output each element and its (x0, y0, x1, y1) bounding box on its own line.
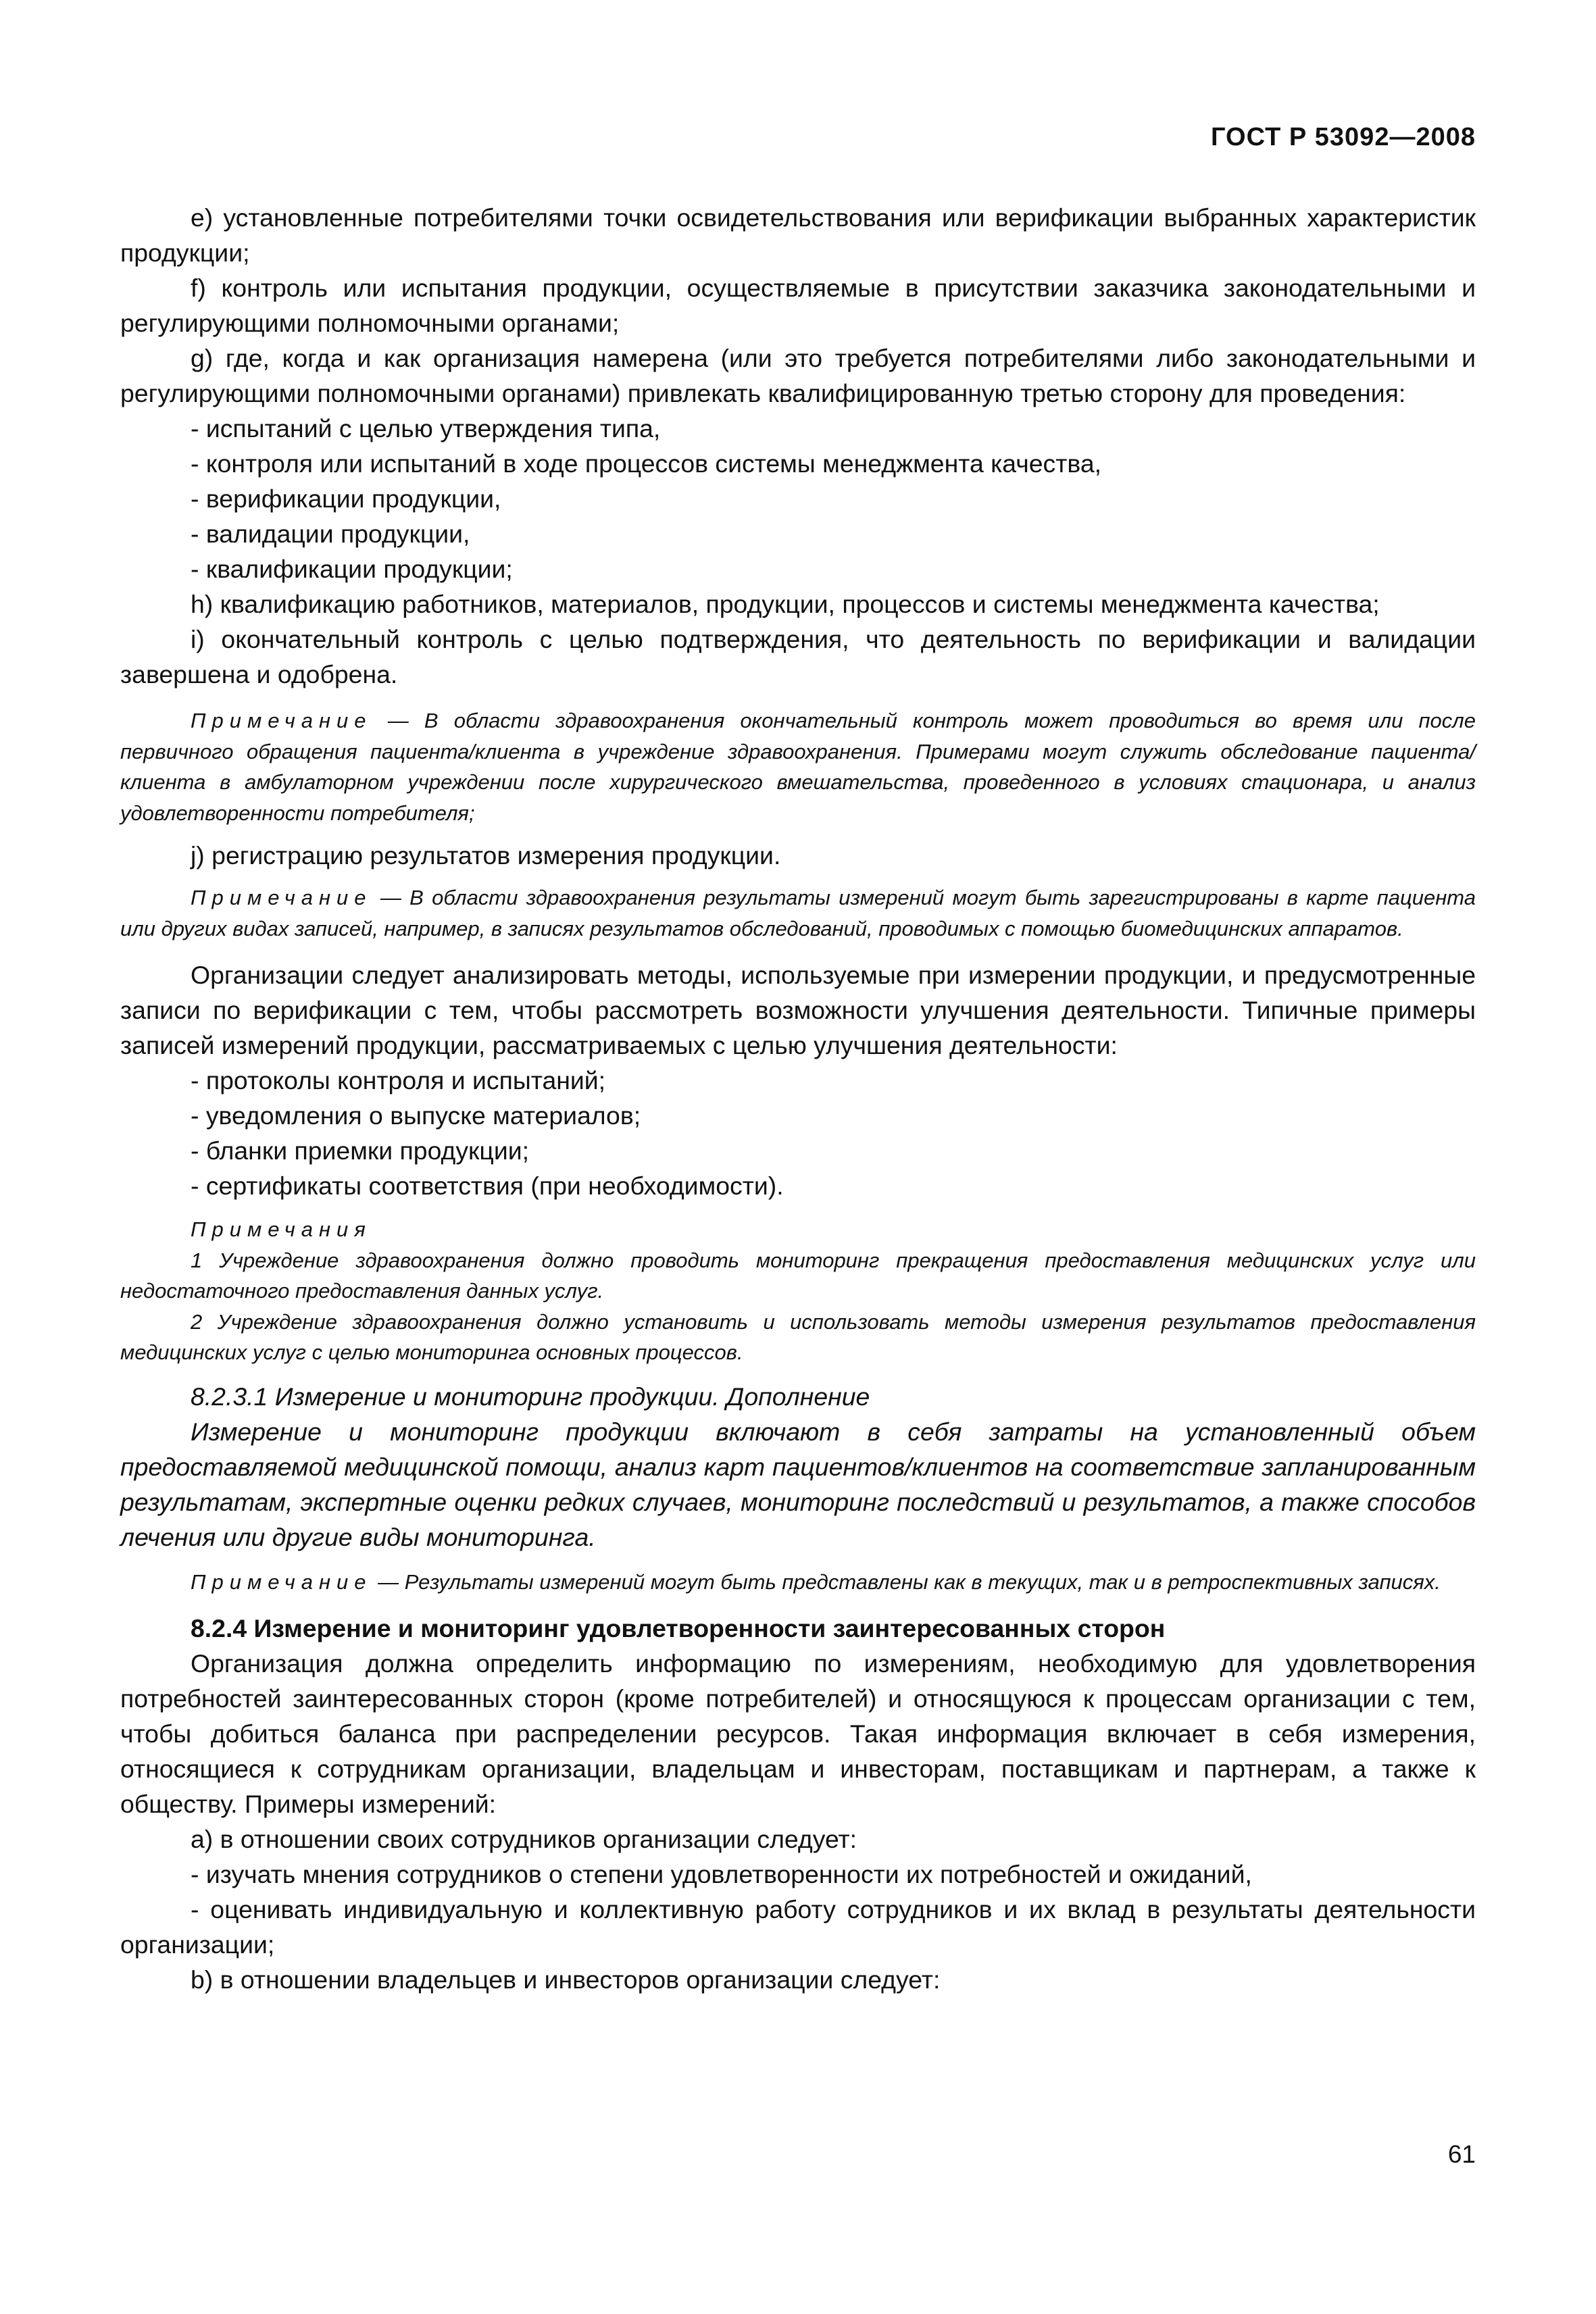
item-a: а) в отношении своих сотрудников организации следует: (191, 1825, 857, 1853)
list-item: - контроля или испытаний в ходе процессов системы менеджмента качества, (191, 449, 1101, 478)
note-plural-1: 1 Учреждение здравоохранения должно проводить мониторинг прекращения предоставления медицинских услуг или недостаточного предоставления данных услуг. (120, 1248, 1476, 1303)
item-j: j) регистрацию результатов измерения продукции. (191, 841, 781, 870)
note-3 (120, 1567, 1476, 1598)
note-label: Примечание (191, 886, 372, 909)
item-i: i) окончательный контроль с целью подтверждения, что деятельность по верификации и валидации завершена и одобрена. (120, 625, 1476, 688)
note-2 (120, 882, 1476, 944)
section-824-body: Организация должна определить информацию по измерениям, необходимую для удовлетворения потребностей заинтересованных сторон (кроме потребителей) и относящуюся к процессам организации с тем, чтобы добиться баланса при распределении ресурсов. Такая информация включает в себя измерения, относящиеся к сотрудникам организации, владельцам и инвесторам, поставщикам и партнерам, а также к обществу. Примеры измерений: (120, 1649, 1476, 1818)
note-dash: — (372, 709, 424, 732)
notes-plural-label (120, 1214, 1476, 1245)
note-plural-2: 2 Учреждение здравоохранения должно установить и использовать методы измерения результатов предоставления медицинских услуг с целью мониторинга основных процессов. (120, 1309, 1476, 1364)
section-8231-body: Измерение и мониторинг продукции включают в себя затраты на установленный объем предоставляемой медицинской помощи, анализ карт пациентов/клиентов на соответствие запланированным результатам, экспертные оценки редких случаев, мониторинг последствий и результатов, а также способов лечения или другие виды мониторинга. (120, 1417, 1476, 1551)
list-item: - испытаний с целью утверждения типа, (191, 414, 661, 443)
note-dash: — (372, 1569, 405, 1594)
list-item: - квалификации продукции; (191, 555, 513, 583)
note-1 (120, 705, 1476, 828)
page-content (120, 200, 1476, 1997)
item-h: h) квалификацию работников, материалов, продукции, процессов и системы менеджмента качества; (191, 590, 1380, 618)
analysis-intro: Организации следует анализировать методы, используемые при измерении продукции, и предусмотренные записи по верификации с тем, чтобы рассмотреть возможности улучшения деятельности. Типичные примеры записей измерений продукции, рассматриваемых с целью улучшения деятельности: (120, 961, 1476, 1059)
list-item: - изучать мнения сотрудников о степени удовлетворенности их потребностей и ожиданий, (191, 1860, 1252, 1888)
list-item: - валидации продукции, (191, 520, 470, 548)
list-item: - оценивать индивидуальную и коллективную работу сотрудников и их вклад в результаты деятельности организации; (120, 1895, 1476, 1959)
note-dash: — (372, 886, 410, 909)
item-f: f) контроль или испытания продукции, осуществляемые в присутствии заказчика законодательными и регулирующими полномочными органами; (120, 274, 1476, 337)
item-e: е) установленные потребителями точки освидетельствования или верификации выбранных характеристик продукции; (120, 203, 1476, 267)
list-item: - уведомления о выпуске материалов; (191, 1101, 641, 1130)
list-item: - бланки приемки продукции; (191, 1136, 529, 1165)
list-item: - протоколы контроля и испытаний; (191, 1066, 606, 1095)
item-b: b) в отношении владельцев и инвесторов организации следует: (191, 1965, 941, 1994)
note-label: Примечания (191, 1217, 372, 1241)
list-item: - верификации продукции, (191, 484, 501, 513)
item-g: g) где, когда и как организация намерена (или это требуется потребителями либо законодательными и регулирующими полномочными органами) привлекать квалифицированную третью сторону для проведения: (120, 344, 1476, 407)
note-label: Примечание (191, 1569, 372, 1594)
note-text: В области здравоохранения результаты измерений могут быть зарегистрированы в карте пациента или других видах записей, например, в записях результатов обследований, проводимых с помощью биомедицинских аппаратов. (120, 886, 1476, 940)
note-text: Результаты измерений могут быть представлены как в текущих, так и в ретроспективных записях. (404, 1569, 1441, 1594)
note-label: Примечание (191, 709, 372, 732)
document-code-header: ГОСТ Р 53092—2008 (1211, 123, 1476, 151)
page-number: 61 (1447, 2140, 1476, 2168)
section-8231-heading: 8.2.3.1 Измерение и мониторинг продукции. Дополнение (191, 1382, 870, 1411)
note-text: В области здравоохранения окончательный контроль может проводиться во время или после первичного обращения пациента/клиента в учреждение здравоохранения. Примерами могут служить обследование пациента/клиента в амбулаторном учреждении после хирургического вмешательства, проведенного в условиях стационара, и анализ удовлетворенности потребителя; (120, 709, 1476, 825)
list-item: - сертификаты соответствия (при необходимости). (191, 1172, 784, 1200)
section-824-heading: 8.2.4 Измерение и мониторинг удовлетворенности заинтересованных сторон (191, 1614, 1166, 1642)
